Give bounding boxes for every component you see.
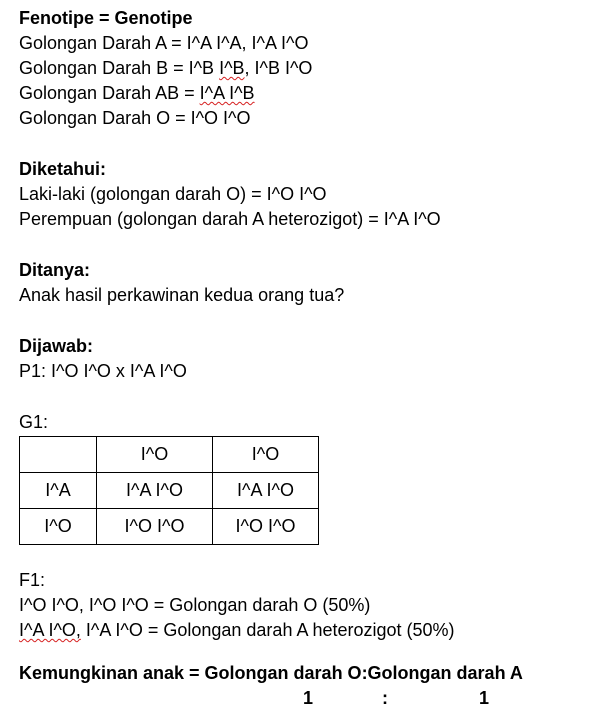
ratio-right: 1 — [479, 688, 490, 708]
legend-line-ab — [19, 81, 255, 106]
table-row — [20, 509, 319, 545]
legend-heading: Fenotipe = Genotipe — [19, 8, 193, 28]
table-cell — [20, 437, 97, 473]
legend-line-o: Golongan Darah O = I^O I^O — [19, 108, 251, 128]
legend-a-value: I^A I^A, I^A I^O — [186, 33, 309, 53]
legend-line-a — [19, 31, 308, 56]
answer-p1: P1: I^O I^O x I^A I^O — [19, 361, 187, 381]
table-row — [20, 437, 319, 473]
ratio-separator: : — [382, 688, 388, 708]
legend-b-mark: I^B — [219, 58, 245, 78]
table-cell: I^A I^O — [97, 473, 213, 509]
table-cell: I^O I^O — [213, 509, 319, 545]
answer-heading: Dijawab: — [19, 336, 94, 356]
g1-label: G1: — [19, 412, 49, 432]
table-cell: I^O I^O — [97, 509, 213, 545]
legend-a-prefix: Golongan Darah A = — [19, 33, 187, 53]
table-cell: I^A — [20, 473, 97, 509]
table-cell: I^O — [213, 437, 319, 473]
asked-question: Anak hasil perkawinan kedua orang tua? — [19, 285, 345, 305]
conclusion-text: Kemungkinan anak = Golongan darah O:Golongan darah A — [19, 663, 523, 683]
legend-b-prefix: Golongan Darah B = I^B — [19, 58, 220, 78]
known-heading: Diketahui: — [19, 159, 107, 179]
f1-line-1: I^O I^O, I^O I^O = Golongan darah O (50%) — [19, 595, 371, 615]
ratio-left: 1 — [303, 688, 314, 708]
table-row — [20, 473, 319, 509]
table-cell: I^O — [97, 437, 213, 473]
legend-ab-mark: I^A I^B — [199, 83, 255, 103]
legend-line-b — [19, 56, 312, 81]
table-cell: I^O — [20, 509, 97, 545]
known-male: Laki-laki (golongan darah O) = I^O I^O — [19, 184, 327, 204]
known-female: Perempuan (golongan darah A heterozigot) = I^A I^O — [19, 209, 441, 229]
legend-ab-prefix: Golongan Darah AB = — [19, 83, 200, 103]
legend-b-suffix: , I^B I^O — [244, 58, 313, 78]
asked-heading: Ditanya: — [19, 260, 91, 280]
f1-label: F1: — [19, 570, 46, 590]
f1-line-2-rest: I^A I^O = Golongan darah A heterozigot (50%) — [80, 620, 455, 640]
f1-line-2 — [19, 618, 455, 643]
f1-line-2-mark: I^A I^O, — [19, 620, 81, 640]
table-cell: I^A I^O — [213, 473, 319, 509]
punnett-table — [19, 436, 319, 545]
